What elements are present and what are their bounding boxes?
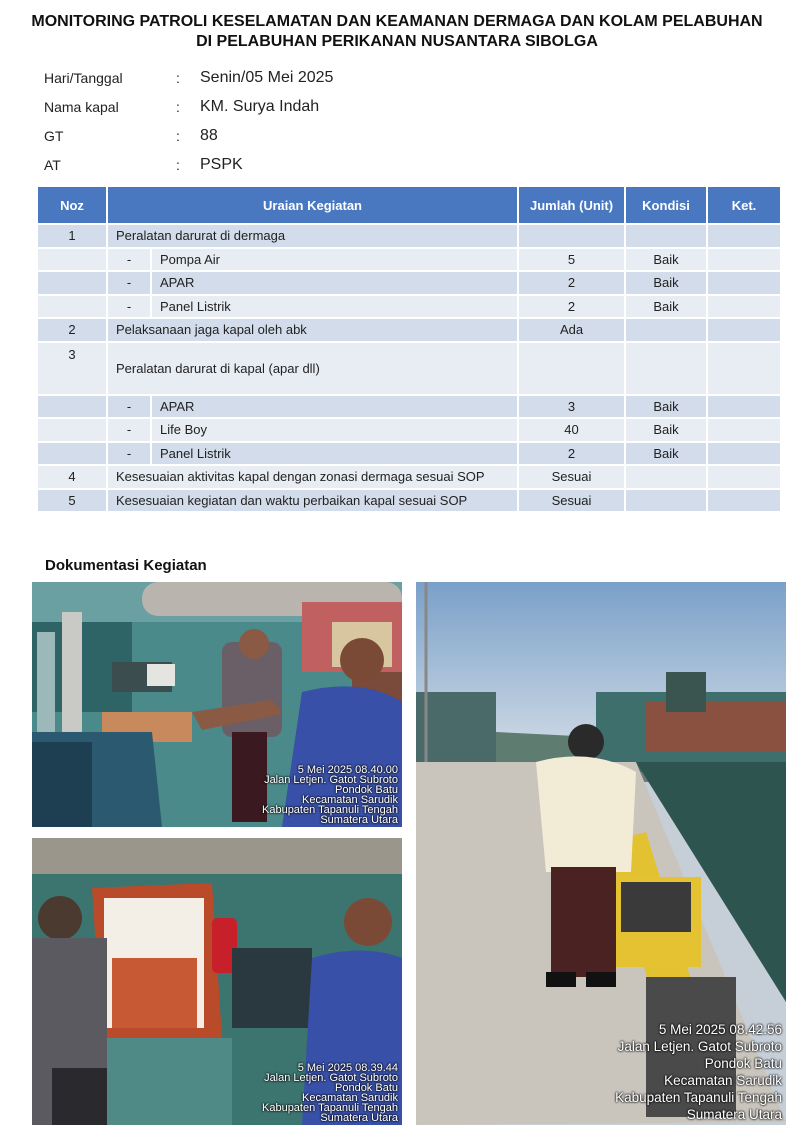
cell-kondisi: Baik: [625, 271, 707, 295]
cell-uraian: Peralatan darurat di dermaga: [107, 224, 518, 248]
title-line-2: DI PELABUHAN PERIKANAN NUSANTARA SIBOLGA: [196, 33, 598, 50]
stamp-line: Pondok Batu: [704, 1056, 782, 1071]
info-value: 88: [200, 127, 218, 144]
cell-ket: [707, 395, 781, 419]
stamp-line: Kecamatan Sarudik: [664, 1073, 782, 1088]
stamp-line: Kecamatan Sarudik: [302, 1092, 398, 1104]
stamp-line: Sumatera Utara: [320, 1112, 398, 1124]
stamp-line: Sumatera Utara: [686, 1107, 782, 1122]
table-row: [37, 465, 781, 489]
info-colon: :: [176, 99, 180, 115]
stamp-line: Jalan Letjen. Gatot Subroto: [264, 774, 398, 786]
cell-no: [37, 295, 107, 319]
cell-dash: -: [107, 442, 151, 466]
cell-kondisi: [625, 224, 707, 248]
header-kondisi: Kondisi: [625, 186, 707, 224]
info-value: PSPK: [200, 156, 243, 173]
cell-jumlah: [518, 342, 625, 395]
cell-no: [37, 248, 107, 272]
cell-item: Life Boy: [151, 418, 518, 442]
info-label: Nama kapal: [44, 99, 119, 115]
header-ket: Ket.: [707, 186, 781, 224]
header-no: Noz: [37, 186, 107, 224]
cell-no: [37, 442, 107, 466]
info-value: KM. Surya Indah: [200, 98, 320, 115]
cell-no: [37, 271, 107, 295]
cell-ket: [707, 295, 781, 319]
page-title: [0, 12, 794, 52]
cell-jumlah: 2: [518, 442, 625, 466]
photo-stamp: [262, 1063, 398, 1123]
photo-dock: [416, 582, 786, 1125]
table-row: [37, 418, 781, 442]
cell-jumlah: Sesuai: [518, 465, 625, 489]
photo-ship-cabin: [32, 838, 402, 1125]
cell-kondisi: Baik: [625, 442, 707, 466]
table-row: [37, 248, 781, 272]
cell-item: Pompa Air: [151, 248, 518, 272]
cell-jumlah: 40: [518, 418, 625, 442]
table-row: [37, 342, 781, 395]
cell-no: 4: [37, 465, 107, 489]
monitoring-table: [36, 185, 782, 513]
cell-kondisi: Baik: [625, 418, 707, 442]
stamp-line: 5 Mei 2025 08.39.44: [297, 1062, 398, 1074]
info-label: GT: [44, 128, 64, 144]
info-label: Hari/Tanggal: [44, 70, 123, 86]
stamp-line: Kabupaten Tapanuli Tengah: [615, 1090, 782, 1105]
cell-kondisi: [625, 465, 707, 489]
photo-stamp: [615, 1021, 782, 1123]
stamp-line: Jalan Letjen. Gatot Subroto: [264, 1072, 398, 1084]
cell-kondisi: [625, 489, 707, 513]
cell-ket: [707, 489, 781, 513]
table-row: [37, 442, 781, 466]
cell-ket: [707, 224, 781, 248]
cell-jumlah: 5: [518, 248, 625, 272]
photo-stamp: [262, 765, 398, 825]
cell-kondisi: Baik: [625, 395, 707, 419]
cell-no: 1: [37, 224, 107, 248]
cell-dash: -: [107, 271, 151, 295]
stamp-line: Jalan Letjen. Gatot Subroto: [617, 1039, 782, 1054]
stamp-line: Kabupaten Tapanuli Tengah: [262, 804, 398, 816]
cell-item: Panel Listrik: [151, 295, 518, 319]
table-row: [37, 295, 781, 319]
cell-kondisi: [625, 318, 707, 342]
cell-ket: [707, 418, 781, 442]
table-header-row: [37, 186, 781, 224]
stamp-line: Kecamatan Sarudik: [302, 794, 398, 806]
stamp-line: Kabupaten Tapanuli Tengah: [262, 1102, 398, 1114]
cell-kondisi: [625, 342, 707, 395]
cell-ket: [707, 465, 781, 489]
cell-no: 3: [37, 342, 107, 395]
cell-item: APAR: [151, 395, 518, 419]
cell-kondisi: Baik: [625, 295, 707, 319]
cell-jumlah: 2: [518, 271, 625, 295]
cell-jumlah: Sesuai: [518, 489, 625, 513]
cell-uraian: Kesesuaian aktivitas kapal dengan zonasi dermaga sesuai SOP: [107, 465, 518, 489]
title-line-1: MONITORING PATROLI KESELAMATAN DAN KEAMANAN DERMAGA DAN KOLAM PELABUHAN: [31, 13, 763, 30]
cell-jumlah: Ada: [518, 318, 625, 342]
cell-no: 2: [37, 318, 107, 342]
cell-dash: -: [107, 248, 151, 272]
cell-ket: [707, 318, 781, 342]
info-label: AT: [44, 157, 61, 173]
info-value: Senin/05 Mei 2025: [200, 69, 334, 86]
table-row: [37, 224, 781, 248]
header-uraian: Uraian Kegiatan: [107, 186, 518, 224]
cell-jumlah: 3: [518, 395, 625, 419]
cell-ket: [707, 248, 781, 272]
cell-uraian: Kesesuaian kegiatan dan waktu perbaikan kapal sesuai SOP: [107, 489, 518, 513]
cell-dash: -: [107, 418, 151, 442]
stamp-line: Pondok Batu: [335, 784, 398, 796]
table-row: [37, 395, 781, 419]
info-colon: :: [176, 128, 180, 144]
cell-dash: -: [107, 395, 151, 419]
cell-no: [37, 395, 107, 419]
cell-kondisi: Baik: [625, 248, 707, 272]
stamp-line: 5 Mei 2025 08.40.00: [297, 764, 398, 776]
table-row: [37, 318, 781, 342]
cell-ket: [707, 342, 781, 395]
info-colon: :: [176, 70, 180, 86]
table-row: [37, 271, 781, 295]
cell-no: 5: [37, 489, 107, 513]
cell-dash: -: [107, 295, 151, 319]
cell-no: [37, 418, 107, 442]
photo-engine-room: [32, 582, 402, 827]
cell-uraian: Peralatan darurat di kapal (apar dll): [107, 342, 518, 395]
cell-jumlah: [518, 224, 625, 248]
cell-ket: [707, 442, 781, 466]
documentation-title: Dokumentasi Kegiatan: [45, 557, 207, 574]
info-colon: :: [176, 157, 180, 173]
header-jumlah: Jumlah (Unit): [518, 186, 625, 224]
cell-uraian: Pelaksanaan jaga kapal oleh abk: [107, 318, 518, 342]
cell-ket: [707, 271, 781, 295]
cell-jumlah: 2: [518, 295, 625, 319]
table-row: [37, 489, 781, 513]
stamp-line: Pondok Batu: [335, 1082, 398, 1094]
stamp-line: Sumatera Utara: [320, 814, 398, 826]
cell-item: Panel Listrik: [151, 442, 518, 466]
cell-item: APAR: [151, 271, 518, 295]
stamp-line: 5 Mei 2025 08.42.56: [658, 1022, 782, 1037]
